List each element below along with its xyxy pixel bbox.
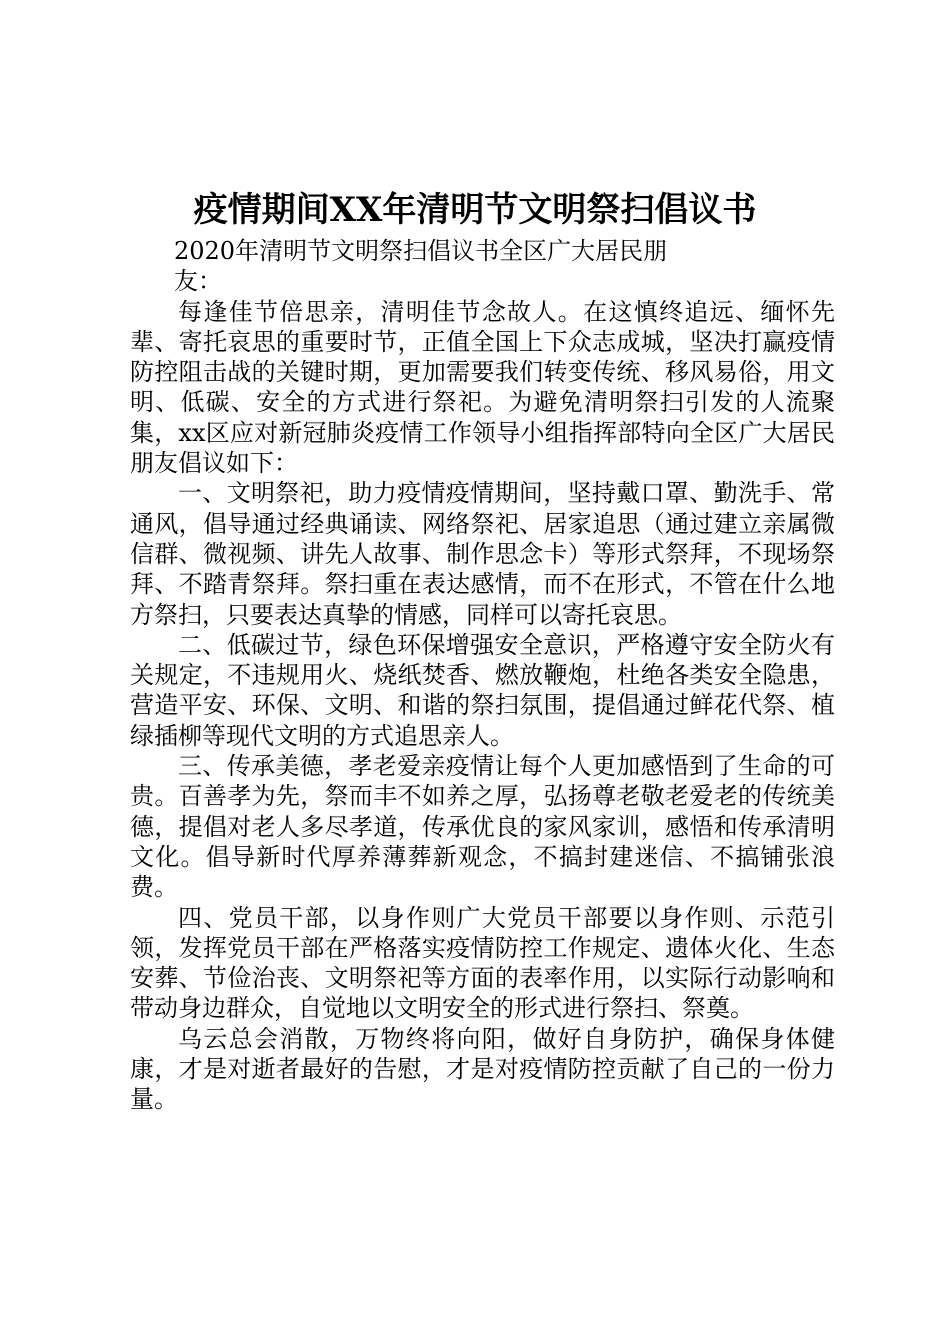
paragraph-point-2: 二、低碳过节，绿色环保增强安全意识，严格遵守安全防火有关规定，不违规用火、烧纸焚香、燃放鞭炮，杜绝各类安全隐患，营造平安、环保、文明、和谐的祭扫氛围，提倡通过鲜花代祭、植绿插柳等现代文明的方式追思亲人。: [130, 630, 835, 750]
paragraph-point-1: 一、文明祭祀，助力疫情疫情期间，坚持戴口罩、勤洗手、常通风，倡导通过经典诵读、网络祭祀、居家追思（通过建立亲属微信群、微视频、讲先人故事、制作思念卡）等形式祭拜，不现场祭拜、不踏青祭拜。祭扫重在表达感情，而不在形式，不管在什么地方祭扫，只要表达真挚的情感，同样可以寄托哀思。: [130, 479, 835, 629]
document-body: [130, 236, 835, 1115]
paragraph-point-4: 四、党员干部，以身作则广大党员干部要以身作则、示范引领，发挥党员干部在严格落实疫情防控工作规定、遗体火化、生态安葬、节俭治丧、文明祭祀等方面的表率作用，以实际行动影响和带动身边群众，自觉地以文明安全的形式进行祭扫、祭奠。: [130, 903, 835, 1023]
paragraph-intro: 每逢佳节倍思亲，清明佳节念故人。在这慎终追远、缅怀先辈、寄托哀思的重要时节，正值全国上下众志成城，坚决打赢疫情防控阻击战的关键时期，更加需要我们转变传统、移风易俗，用文明、低碳、安全的方式进行祭祀。为避免清明祭扫引发的人流聚集，xx区应对新冠肺炎疫情工作领导小组指挥部特向全区广大居民朋友倡议如下：: [130, 297, 835, 478]
paragraph-closing: 乌云总会消散，万物终将向阳，做好自身防护，确保身体健康，才是对逝者最好的告慰，才是对疫情防控贡献了自己的一份力量。: [130, 1024, 835, 1114]
paragraph-point-3: 三、传承美德，孝老爱亲疫情让每个人更加感悟到了生命的可贵。百善孝为先，祭而丰不如养之厚，弘扬尊老敬老爱老的传统美德，提倡对老人多尽孝道，传承优良的家风家训，感悟和传承清明文化。倡导新时代厚养薄葬新观念，不搞封建迷信、不搞铺张浪费。: [130, 752, 835, 902]
salutation: 2020年清明节文明祭扫倡议书全区广大居民朋友：: [174, 237, 668, 296]
document-title: 疫情期间XX年清明节文明祭扫倡议书: [193, 190, 757, 230]
